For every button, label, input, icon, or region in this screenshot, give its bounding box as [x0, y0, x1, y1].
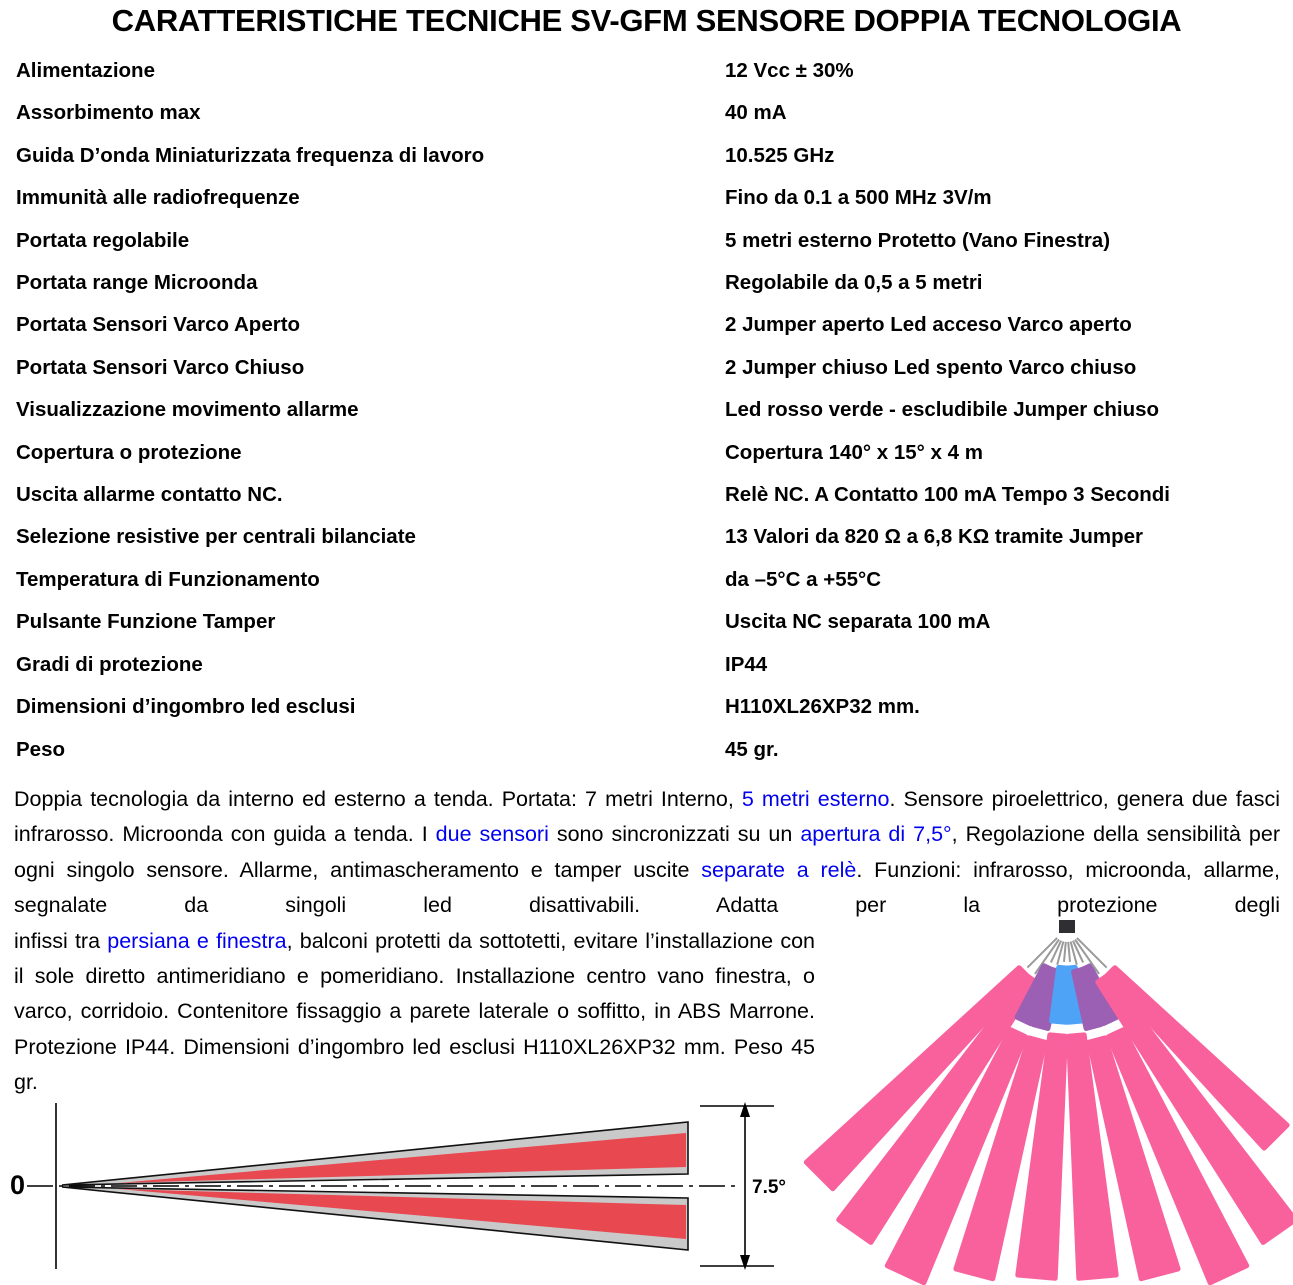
spec-value: Relè NC. A Contatto 100 mA Tempo 3 Secondi — [725, 483, 1170, 507]
spec-value: H110XL26XP32 mm. — [725, 695, 920, 719]
description-highlight: separate a relè — [701, 857, 857, 882]
page-title: CARATTERISTICHE TECNICHE SV-GFM SENSORE DOPPIA TECNOLOGIA — [111, 3, 1182, 38]
spec-row — [16, 474, 1278, 516]
beam-connector-line — [1068, 942, 1070, 962]
spec-row — [16, 601, 1278, 643]
spec-label: Guida D’onda Miniaturizzata frequenza di lavoro — [16, 143, 485, 167]
description-text: , Regolazione della sensibilità per ogni singolo sensore. Allarme, antimascheramento e tamper uscite — [14, 822, 1281, 882]
side-view-angle-label: 7.5° — [752, 1177, 787, 1198]
spec-value: Led rosso verde - escludibile Jumper chiuso — [725, 398, 1160, 422]
spec-label: Pulsante Funzione Tamper — [16, 610, 276, 634]
spec-label: Temperatura di Funzionamento — [16, 567, 320, 591]
spec-row — [16, 92, 1278, 134]
spec-row — [16, 729, 1278, 771]
spec-value: 13 Valori da 820 Ω a 6,8 KΩ tramite Jumper — [725, 525, 1144, 549]
dimension-arrow-up-icon — [740, 1102, 750, 1117]
spec-label: Portata Sensori Varco Aperto — [16, 313, 301, 337]
spec-row — [16, 559, 1278, 601]
beam-connector-line — [1064, 942, 1066, 962]
spec-value: IP44 — [725, 652, 768, 676]
spec-row — [16, 432, 1278, 474]
spec-label: Portata regolabile — [16, 228, 190, 252]
spec-row — [16, 516, 1278, 558]
spec-label: Uscita allarme contatto NC. — [16, 483, 283, 507]
spec-value: 2 Jumper chiuso Led spento Varco chiuso — [725, 355, 1137, 379]
spec-row — [16, 135, 1278, 177]
description-highlight: 5 metri esterno — [741, 787, 890, 811]
spec-row — [16, 644, 1278, 686]
description-text: Doppia tecnologia da interno ed esterno a tenda. Portata: 7 metri Interno, — [14, 787, 742, 811]
spec-value: 12 Vcc ± 30% — [725, 59, 854, 82]
spec-table — [16, 50, 1278, 771]
spec-value: 10.525 GHz — [725, 143, 835, 167]
description-text: . Sensore piroelettrico, genera due fasci infrarosso. Microonda con guida a tenda. I — [14, 787, 1280, 847]
spec-label: Alimentazione — [16, 59, 155, 82]
spec-row — [16, 262, 1278, 304]
spec-label: Visualizzazione movimento allarme — [16, 398, 359, 422]
spec-value: da –5°C a +55°C — [725, 567, 881, 591]
side-view-svg — [0, 1100, 792, 1285]
spec-row — [16, 50, 1278, 92]
spec-value: Uscita NC separata 100 mA — [725, 610, 991, 634]
side-view-origin-label: 0 — [10, 1170, 26, 1200]
fan-beams-group — [806, 938, 1293, 1283]
fan-view-svg — [802, 920, 1293, 1285]
spec-value: 5 metri esterno Protetto (Vano Finestra) — [725, 228, 1111, 252]
spec-row — [16, 686, 1278, 728]
spec-value: 2 Jumper aperto Led acceso Varco aperto — [725, 313, 1132, 337]
spec-label: Gradi di protezione — [16, 652, 203, 676]
description-text: . Funzioni: infrarosso, microonda, allarme, segnalate da singoli led disattivabili. Adatta per la protezione degli — [14, 857, 1280, 918]
spec-label: Peso — [16, 737, 65, 761]
description-text: , balconi protetti da sottotetti, evitare l’installazione con il sole diretto antimeridiano e pomeridiano. Installazione centro vano finestra, o varco, corridoio. Contenitore fissaggio a parete laterale o soffitto, in ABS Marrone. Protezione IP44. Dimensioni d’ingombro led esclusi H110XL26XP32 mm. Peso 45 gr. — [14, 928, 815, 1095]
description-paragraph-2 — [14, 924, 815, 1101]
dimension-arrow-down-icon — [740, 1255, 750, 1270]
spec-label: Copertura o protezione — [16, 440, 242, 464]
spec-label: Immunità alle radiofrequenze — [16, 186, 300, 210]
spec-label: Selezione resistive per centrali bilanciate — [16, 525, 416, 549]
spec-row — [16, 347, 1278, 389]
sensor-apex — [1059, 920, 1075, 933]
spec-label: Dimensioni d’ingombro led esclusi — [16, 695, 356, 719]
description-highlight: due sensori — [435, 822, 549, 847]
description-highlight: persiana e finestra — [107, 928, 287, 953]
spec-value: 45 gr. — [725, 737, 779, 761]
spec-row — [16, 220, 1278, 262]
spec-label: Assorbimento max — [16, 101, 201, 125]
spec-row — [16, 177, 1278, 219]
description-paragraph-1 — [14, 782, 1280, 924]
spec-value: Fino da 0.1 a 500 MHz 3V/m — [725, 186, 992, 210]
description-highlight: apertura di 7,5° — [800, 822, 952, 847]
spec-label: Portata Sensori Varco Chiuso — [16, 355, 305, 379]
description-text: infissi tra — [14, 928, 108, 953]
spec-value: Regolabile da 0,5 a 5 metri — [725, 271, 983, 295]
spec-value: Copertura 140° x 15° x 4 m — [725, 440, 983, 464]
spec-row — [16, 389, 1278, 431]
beam-side-view-diagram — [0, 1100, 792, 1285]
spec-value: 40 mA — [725, 101, 787, 125]
spec-row — [16, 304, 1278, 346]
description-text: sono sincronizzati su un — [548, 822, 801, 847]
spec-label: Portata range Microonda — [16, 271, 258, 295]
beam-fan-view-diagram — [802, 920, 1293, 1285]
